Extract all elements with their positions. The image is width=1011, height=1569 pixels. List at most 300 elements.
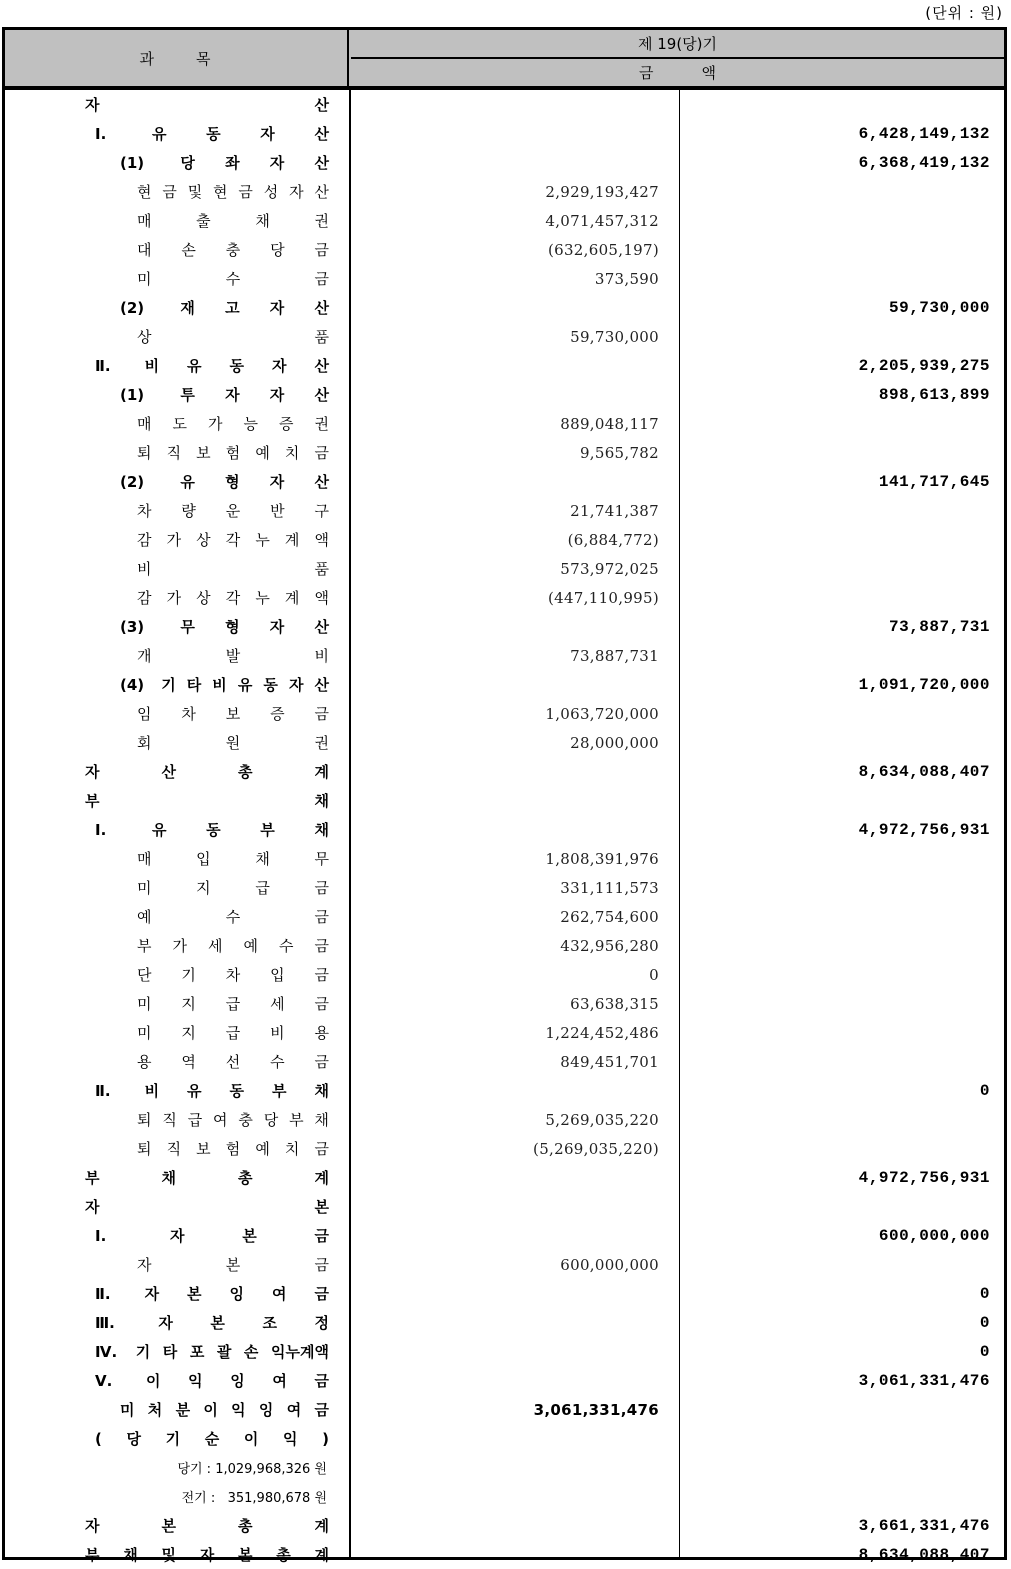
table-row <box>5 1279 1004 1308</box>
account-prefix: Ⅱ. <box>95 1284 111 1303</box>
balance-sheet-table <box>2 27 1007 1564</box>
table-row <box>5 1221 1004 1250</box>
total-amount: 3,661,331,476 <box>858 1516 990 1535</box>
account-char: 자 <box>269 299 285 317</box>
account-char: 미 <box>137 270 152 288</box>
account-char: 동 <box>206 125 221 143</box>
detail-amount: 573,972,025 <box>560 559 659 578</box>
account-char: 이 <box>243 1430 259 1448</box>
account-char: 비 <box>144 357 160 375</box>
account-label <box>95 1279 329 1308</box>
detail-amount: 28,000,000 <box>570 733 659 752</box>
total-amount: 3,061,331,476 <box>858 1371 990 1390</box>
account-label <box>95 1308 329 1337</box>
account-label <box>137 177 329 206</box>
table-row <box>5 1424 1004 1453</box>
table-row <box>5 525 1004 554</box>
account-char: 품 <box>314 328 329 346</box>
detail-amount: 73,887,731 <box>570 646 659 665</box>
account-char: 지 <box>181 995 196 1013</box>
account-char: 자 <box>269 154 285 172</box>
account-char: 동 <box>229 1082 244 1100</box>
account-label <box>137 235 329 264</box>
account-char: 자 <box>225 386 240 404</box>
account-label <box>137 989 329 1018</box>
account-char: 고 <box>225 299 240 317</box>
account-char: 비 <box>270 1024 285 1042</box>
account-label <box>137 1105 329 1134</box>
account-label <box>120 467 329 496</box>
account-char: 부 <box>137 937 152 955</box>
account-char: 여 <box>272 1372 287 1390</box>
table-row <box>5 931 1004 960</box>
account-char: 채 <box>314 792 329 810</box>
account-char: 차 <box>137 502 152 520</box>
table-row <box>5 235 1004 264</box>
account-char: 타 <box>162 1343 178 1361</box>
account-char: 계 <box>314 763 329 781</box>
account-prefix: (1) <box>120 153 145 172</box>
account-prefix: Ⅰ. <box>95 1226 107 1245</box>
account-char: 험 <box>225 1140 241 1158</box>
account-char: 형 <box>225 618 240 636</box>
account-prefix: Ⅲ. <box>95 1313 115 1332</box>
account-char: 금 <box>314 270 329 288</box>
account-char: 자 <box>170 1227 185 1245</box>
account-label <box>95 1221 329 1250</box>
account-char: 출 <box>196 212 211 230</box>
account-char: 채 <box>161 1169 176 1187</box>
account-char: 동 <box>263 676 278 694</box>
account-char: 매 <box>137 212 152 230</box>
account-char: 여 <box>213 1111 228 1129</box>
table-row <box>5 1134 1004 1163</box>
table-row <box>5 641 1004 670</box>
account-char: 차 <box>181 705 196 723</box>
detail-amount: 21,741,387 <box>570 501 659 520</box>
account-char: 부 <box>85 792 100 810</box>
account-char: 상 <box>196 589 211 607</box>
account-char: 자 <box>199 1546 215 1564</box>
account-char: 부 <box>271 1082 287 1100</box>
table-row <box>5 612 1004 641</box>
detail-amount: 1,224,452,486 <box>545 1023 659 1042</box>
account-char: 충 <box>225 241 241 259</box>
account-label <box>137 931 329 960</box>
account-char: 상 <box>137 328 152 346</box>
account-char: 각 <box>225 589 241 607</box>
account-label <box>137 554 329 583</box>
account-label <box>137 844 329 873</box>
account-char: 부 <box>289 1111 304 1129</box>
account-char: 금 <box>314 908 329 926</box>
account-char: 증 <box>279 415 294 433</box>
account-prefix: Ⅴ. <box>95 1371 113 1390</box>
account-label <box>95 119 329 148</box>
account-char: 수 <box>270 1053 285 1071</box>
table-body <box>5 90 1004 1569</box>
detail-amount: (5,269,035,220) <box>533 1139 659 1158</box>
table-row <box>5 554 1004 583</box>
account-char: ( <box>95 1429 102 1448</box>
account-char: 직 <box>166 444 182 462</box>
detail-amount: 889,048,117 <box>560 414 659 433</box>
account-char: 본 <box>314 1198 329 1216</box>
table-row <box>5 1366 1004 1395</box>
account-char: 수 <box>225 270 241 288</box>
account-char: 누 <box>255 589 270 607</box>
account-char: 미 <box>120 1401 135 1419</box>
account-char: 여 <box>286 1401 302 1419</box>
total-amount: 2,205,939,275 <box>858 356 990 375</box>
account-char: 총 <box>238 1169 253 1187</box>
detail-amount: 4,071,457,312 <box>545 211 659 230</box>
account-char: 역 <box>181 1053 196 1071</box>
account-char: 능 <box>243 415 258 433</box>
account-char: 산 <box>314 618 329 636</box>
account-label <box>137 960 329 989</box>
account-char: 퇴 <box>137 1111 152 1129</box>
account-char: 자 <box>271 357 287 375</box>
table-row <box>5 844 1004 873</box>
account-char: 비 <box>314 647 329 665</box>
account-char: 예 <box>137 908 152 926</box>
detail-amount: 5,269,035,220 <box>545 1110 659 1129</box>
account-label <box>137 1047 329 1076</box>
account-char: 조 <box>262 1314 277 1332</box>
table-row <box>5 1308 1004 1337</box>
account-char: 치 <box>284 444 300 462</box>
account-label <box>137 1250 329 1279</box>
account-char: 예 <box>255 444 270 462</box>
account-char: 회 <box>137 734 152 752</box>
account-char: 자 <box>85 1198 100 1216</box>
account-char: 금 <box>238 183 253 201</box>
detail-amount: 373,590 <box>594 269 659 288</box>
account-char: 총 <box>238 763 253 781</box>
account-label <box>95 1366 329 1395</box>
account-char: 예 <box>255 1140 270 1158</box>
account-char: 자 <box>289 183 304 201</box>
table-row <box>5 467 1004 496</box>
account-char: 자 <box>260 125 275 143</box>
account-char: 괄 <box>216 1343 232 1361</box>
account-char: 동 <box>206 821 221 839</box>
account-label <box>120 148 329 177</box>
account-char: 및 <box>161 1546 176 1564</box>
table-row <box>5 119 1004 148</box>
account-char: 개 <box>137 647 152 665</box>
total-amount: 141,717,645 <box>878 472 990 491</box>
account-char: 액 <box>314 589 329 607</box>
account-char: 정 <box>314 1314 329 1332</box>
account-char: 금 <box>314 937 329 955</box>
account-char: 무 <box>180 618 195 636</box>
account-char: 산 <box>314 676 329 694</box>
table-row <box>5 815 1004 844</box>
account-char: 원 <box>225 734 241 752</box>
account-prefix: Ⅱ. <box>95 1081 111 1100</box>
table-row <box>5 1337 1004 1366</box>
account-prefix: Ⅳ. <box>95 1342 118 1361</box>
account-prefix: Ⅰ. <box>95 820 107 839</box>
account-char: 산 <box>314 96 329 114</box>
table-row <box>5 90 1004 119</box>
account-char: 채 <box>314 821 329 839</box>
account-char: 증 <box>270 705 285 723</box>
account-label <box>137 264 329 293</box>
table-row <box>5 1511 1004 1540</box>
total-amount: 600,000,000 <box>878 1226 990 1245</box>
account-char: 유 <box>151 125 167 143</box>
account-char: 및 <box>187 183 203 201</box>
account-label <box>137 699 329 728</box>
account-char: 직 <box>166 1140 182 1158</box>
table-row <box>5 960 1004 989</box>
account-label <box>137 409 329 438</box>
table-row <box>5 409 1004 438</box>
account-char: 각 <box>225 531 241 549</box>
account-char: 현 <box>137 183 152 201</box>
account-char: 산 <box>314 299 329 317</box>
account-label <box>95 815 329 844</box>
account-char: 부 <box>85 1169 100 1187</box>
account-label <box>137 902 329 931</box>
account-char: 가 <box>172 937 187 955</box>
account-char: 당 <box>270 241 285 259</box>
table-row <box>5 1250 1004 1279</box>
account-char: 순 <box>204 1430 220 1448</box>
account-char: 계 <box>284 589 300 607</box>
account-char: 이 <box>203 1401 218 1419</box>
table-row <box>5 496 1004 525</box>
account-char: 투 <box>180 386 195 404</box>
total-amount: 6,368,419,132 <box>858 153 990 172</box>
table-row <box>5 873 1004 902</box>
account-label <box>95 1424 329 1453</box>
account-char: 계 <box>314 1517 329 1535</box>
detail-amount: 262,754,600 <box>560 907 659 926</box>
account-char: 금 <box>314 1227 329 1245</box>
table-row <box>5 1076 1004 1105</box>
account-char: 성 <box>263 183 279 201</box>
unit-label: (단위 : 원) <box>925 4 1003 22</box>
account-char: 치 <box>284 1140 300 1158</box>
header-period: 제 19(당)기 <box>351 30 1004 59</box>
table-row <box>5 1453 1004 1482</box>
table-row <box>5 1018 1004 1047</box>
account-char: 매 <box>137 415 152 433</box>
detail-amount: 600,000,000 <box>560 1255 659 1274</box>
account-label <box>120 293 329 322</box>
account-char: 손 <box>181 241 196 259</box>
table-row <box>5 1482 1004 1511</box>
account-char: 단 <box>137 966 152 984</box>
account-char: 보 <box>196 1140 211 1158</box>
account-char: 현 <box>213 183 228 201</box>
account-char: 급 <box>225 1024 241 1042</box>
account-label <box>85 786 329 815</box>
account-char: 채 <box>314 1111 329 1129</box>
account-char: 매 <box>137 850 152 868</box>
account-char: 산 <box>161 763 176 781</box>
account-char: 대 <box>137 241 152 259</box>
account-char: 비 <box>212 676 227 694</box>
total-amount: 4,972,756,931 <box>858 820 990 839</box>
account-char: 예 <box>243 937 258 955</box>
account-label <box>120 612 329 641</box>
total-amount: 0 <box>979 1342 990 1361</box>
account-char: 세 <box>270 995 285 1013</box>
account-label <box>137 1018 329 1047</box>
total-amount: 898,613,899 <box>878 385 990 404</box>
account-char: 금 <box>314 241 329 259</box>
account-char: 품 <box>314 560 329 578</box>
table-row <box>5 1163 1004 1192</box>
total-amount: 6,428,149,132 <box>858 124 990 143</box>
account-char: 퇴 <box>137 444 152 462</box>
account-char: 잉 <box>258 1401 274 1419</box>
table-row <box>5 902 1004 931</box>
account-char: 미 <box>137 1024 152 1042</box>
detail-amount: (6,884,772) <box>567 530 659 549</box>
table-row <box>5 583 1004 612</box>
account-char: 산 <box>314 357 329 375</box>
account-char: 험 <box>225 444 241 462</box>
account-char: 급 <box>187 1111 203 1129</box>
account-char: 입 <box>196 850 211 868</box>
account-char: 비 <box>137 560 152 578</box>
account-label <box>120 670 329 699</box>
detail-amount: (447,110,995) <box>547 588 659 607</box>
table-row <box>5 1192 1004 1221</box>
account-char: 세 <box>208 937 223 955</box>
account-char: 채 <box>255 212 270 230</box>
net-income-note: 당기 : 1,029,968,326 원 <box>177 1462 327 1477</box>
table-row <box>5 757 1004 786</box>
detail-amount: 1,808,391,976 <box>545 849 659 868</box>
account-char: 자 <box>144 1285 160 1303</box>
account-char: 자 <box>137 1256 152 1274</box>
account-char: 처 <box>147 1401 163 1419</box>
account-char: 좌 <box>225 154 240 172</box>
account-char: 부 <box>260 821 275 839</box>
account-char: 본 <box>225 1256 241 1274</box>
account-char: 권 <box>314 415 329 433</box>
detail-amount: 331,111,573 <box>560 878 659 897</box>
table-row <box>5 322 1004 351</box>
total-amount: 4,972,756,931 <box>858 1168 990 1187</box>
account-label <box>120 1395 329 1424</box>
account-prefix: Ⅰ. <box>95 124 107 143</box>
account-char: 자 <box>269 473 285 491</box>
account-char: 무 <box>314 850 329 868</box>
account-char: 당 <box>126 1430 141 1448</box>
account-label <box>95 1337 329 1366</box>
account-label <box>137 641 329 670</box>
account-char: 익 <box>188 1372 203 1390</box>
account-char: 유 <box>180 473 195 491</box>
account-char: 충 <box>238 1111 253 1129</box>
detail-amount: 9,565,782 <box>579 443 659 462</box>
account-char: 동 <box>229 357 244 375</box>
account-char: 본 <box>242 1227 257 1245</box>
account-char: 기 <box>181 966 196 984</box>
detail-amount: 0 <box>649 965 659 984</box>
table-header <box>5 30 1004 90</box>
detail-amount: 59,730,000 <box>570 327 659 346</box>
account-char: 미 <box>137 995 152 1013</box>
account-label <box>85 1511 329 1540</box>
account-char: 금 <box>314 705 329 723</box>
account-char: 산 <box>314 183 329 201</box>
account-char: 급 <box>225 995 241 1013</box>
total-amount: 0 <box>979 1313 990 1332</box>
detail-amount: 1,063,720,000 <box>545 704 659 723</box>
account-char: 자 <box>269 386 285 404</box>
account-char: 차 <box>225 966 241 984</box>
account-char: 산 <box>314 386 329 404</box>
account-char: 산 <box>314 125 329 143</box>
account-char: 계 <box>314 1546 329 1564</box>
total-amount: 59,730,000 <box>888 298 990 317</box>
account-char: 누 <box>255 531 270 549</box>
account-label <box>137 583 329 612</box>
account-char: 채 <box>255 850 270 868</box>
account-char: 가 <box>208 415 223 433</box>
table-row <box>5 728 1004 757</box>
account-char: 금 <box>314 444 329 462</box>
account-label <box>85 90 329 119</box>
account-char: 상 <box>196 531 211 549</box>
account-char: 자 <box>158 1314 173 1332</box>
header-amount: 금액 <box>639 64 764 82</box>
total-amount: 8,634,088,407 <box>858 762 990 781</box>
table-row <box>5 699 1004 728</box>
table-row <box>5 670 1004 699</box>
account-char: 총 <box>238 1517 253 1535</box>
account-char: 당 <box>180 154 195 172</box>
account-prefix: (4) <box>120 675 145 694</box>
account-char: 기 <box>165 1430 181 1448</box>
account-char: 익 <box>231 1401 246 1419</box>
account-prefix: (2) <box>120 298 145 317</box>
account-label <box>137 496 329 525</box>
table-row <box>5 786 1004 815</box>
table-row <box>5 206 1004 235</box>
account-char: 총 <box>276 1546 291 1564</box>
account-char: 비 <box>144 1082 160 1100</box>
detail-amount: 2,929,193,427 <box>545 182 659 201</box>
table-row <box>5 1047 1004 1076</box>
account-label <box>137 525 329 554</box>
account-char: 당 <box>263 1111 279 1129</box>
detail-amount: (632,605,197) <box>547 240 659 259</box>
account-char: 입 <box>270 966 285 984</box>
account-char: 잉 <box>229 1285 244 1303</box>
detail-amount: 3,061,331,476 <box>533 1400 659 1419</box>
account-char: 여 <box>271 1285 287 1303</box>
account-label <box>137 728 329 757</box>
table-row <box>5 351 1004 380</box>
account-char: 금 <box>314 1256 329 1274</box>
account-char: 기 <box>161 676 176 694</box>
account-char: 운 <box>225 502 241 520</box>
account-char: 미 <box>137 879 152 897</box>
account-char: 지 <box>181 1024 196 1042</box>
account-char: 금 <box>314 1372 329 1390</box>
account-char: 도 <box>172 415 187 433</box>
